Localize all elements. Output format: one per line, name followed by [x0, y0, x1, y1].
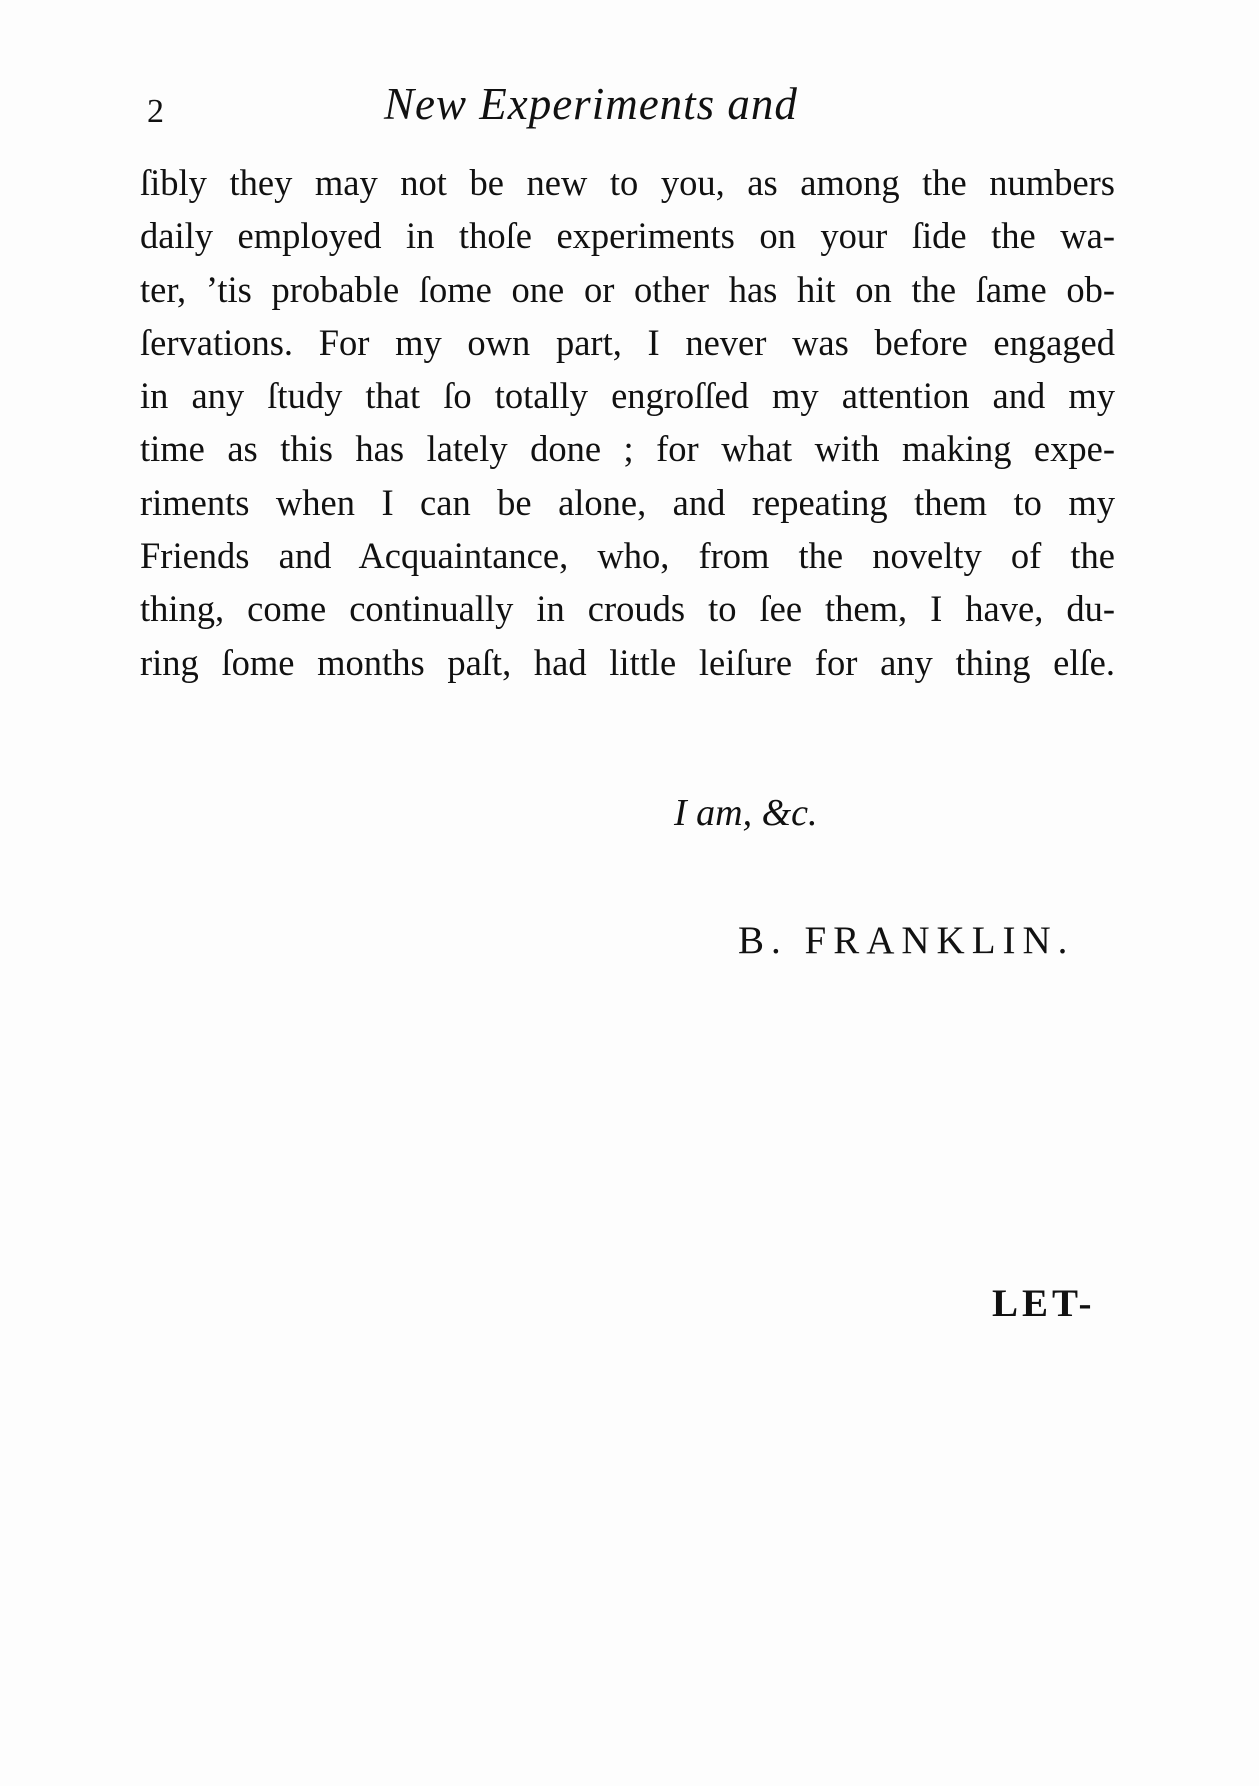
body-paragraph	[140, 156, 1115, 689]
text-line: time as this has lately done ; for what with making expe-	[140, 428, 1115, 470]
text-line: in any ſtudy that ſo totally engroſſed my attention and my	[140, 375, 1115, 417]
text-line: riments when I can be alone, and repeating them to my	[140, 481, 1115, 523]
text-line: ſervations. For my own part, I never was before engaged	[140, 321, 1115, 363]
text-line: ſibly they may not be new to you, as among the numbers	[140, 162, 1115, 203]
text-line: thing, come continually in crouds to ſee them, I have, du-	[140, 588, 1115, 630]
catchword: LET-	[992, 1282, 1096, 1325]
text-line: daily employed in thoſe experiments on your ſide the wa-	[140, 215, 1115, 257]
signature: B. FRANKLIN.	[738, 919, 1075, 962]
text-line: ring ſome months paſt, had little leiſure for any thing elſe.	[140, 641, 1115, 683]
text-line: ter, ’tis probable ſome one or other has hit on the ſame ob-	[140, 268, 1115, 310]
closing-salutation: I am, &c.	[674, 792, 818, 834]
page-number: 2	[147, 93, 164, 130]
running-title: New Experiments and	[384, 79, 798, 129]
text-line: Friends and Acquaintance, who, from the novelty of the	[140, 535, 1115, 577]
